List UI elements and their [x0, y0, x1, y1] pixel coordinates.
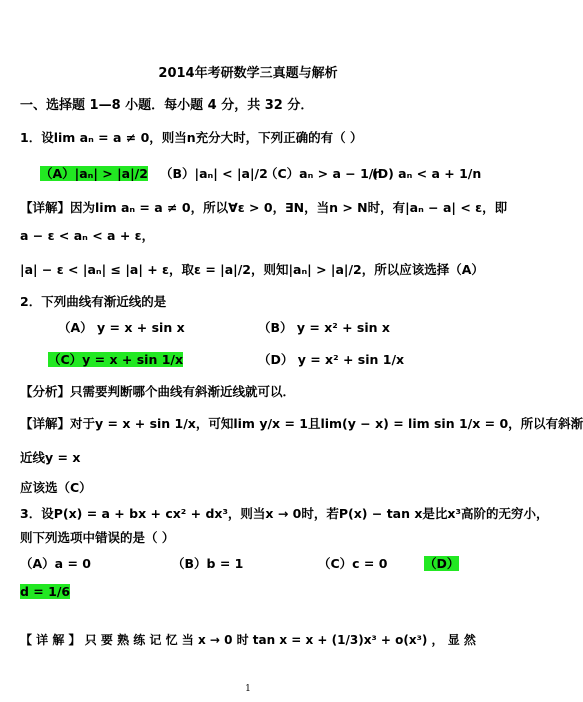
q2-detail-2: 近线y = x: [20, 450, 81, 465]
q3-option-b: （B）b = 1: [172, 556, 244, 571]
q2-stem: 2．下列曲线有渐近线的是: [20, 294, 167, 309]
q1-option-b: （B）|aₙ| < |a|/2: [160, 166, 268, 181]
q1-detail-3: |a| − ε < |aₙ| ≤ |a| + ε，取ε = |a|/2，则知|aₙ| > |a|/2，所以应该选择（A）: [20, 262, 484, 277]
page-title: 2014年考研数学三真题与解析: [158, 66, 338, 81]
q2-analysis: 【分析】只需要判断哪个曲线有斜渐近线就可以．: [20, 384, 296, 399]
q1-option-d: (D) aₙ < a + 1/n: [372, 166, 482, 181]
q2-detail-1: 【详解】对于y = x + sin 1/x，可知lim y/x = 1且lim(y − x) = lim sin 1/x = 0，所以有斜渐: [20, 416, 583, 431]
q3-option-a: （A）a = 0: [20, 556, 91, 571]
q2-answer: 应该选（C）: [20, 480, 92, 495]
q3-option-c: （C）c = 0: [318, 556, 388, 571]
q2-option-b: （B） y = x² + sin x: [258, 320, 390, 335]
q3-option-d-value: d = 1/6: [20, 584, 71, 599]
q1-option-c: （C）aₙ > a − 1/n: [265, 166, 383, 181]
q3-stem-1: 3．设P(x) = a + bx + cx² + dx³，则当x → 0时，若P(x) − tan x是比x³高阶的无穷小，: [20, 506, 549, 521]
q2-option-d: （D） y = x² + sin 1/x: [258, 352, 405, 367]
q3-stem-2: 则下列选项中错误的是（ ）: [20, 530, 175, 545]
section-heading: 一、选择题 1—8 小题．每小题 4 分，共 32 分．: [20, 98, 314, 113]
page-number: 1: [245, 684, 251, 694]
q1-detail-2: a − ε < aₙ < a + ε，: [20, 228, 155, 243]
q1-option-a: （A）|aₙ| > |a|/2: [40, 166, 148, 181]
q2-option-c: （C）y = x + sin 1/x: [48, 352, 184, 367]
q1-detail-1: 【详解】因为lim aₙ = a ≠ 0，所以∀ε > 0，∃N，当n > N时，有|aₙ − a| < ε，即: [20, 200, 508, 215]
q3-detail: 【 详 解 】 只 要 熟 练 记 忆 当 x → 0 时 tan x = x + (1/3)x³ + o(x³) ， 显 然: [20, 633, 476, 647]
q1-stem: 1．设lim aₙ = a ≠ 0，则当n充分大时，下列正确的有（ ）: [20, 130, 363, 145]
q2-option-a: （A） y = x + sin x: [58, 320, 185, 335]
q3-option-d: （D）: [424, 556, 460, 571]
